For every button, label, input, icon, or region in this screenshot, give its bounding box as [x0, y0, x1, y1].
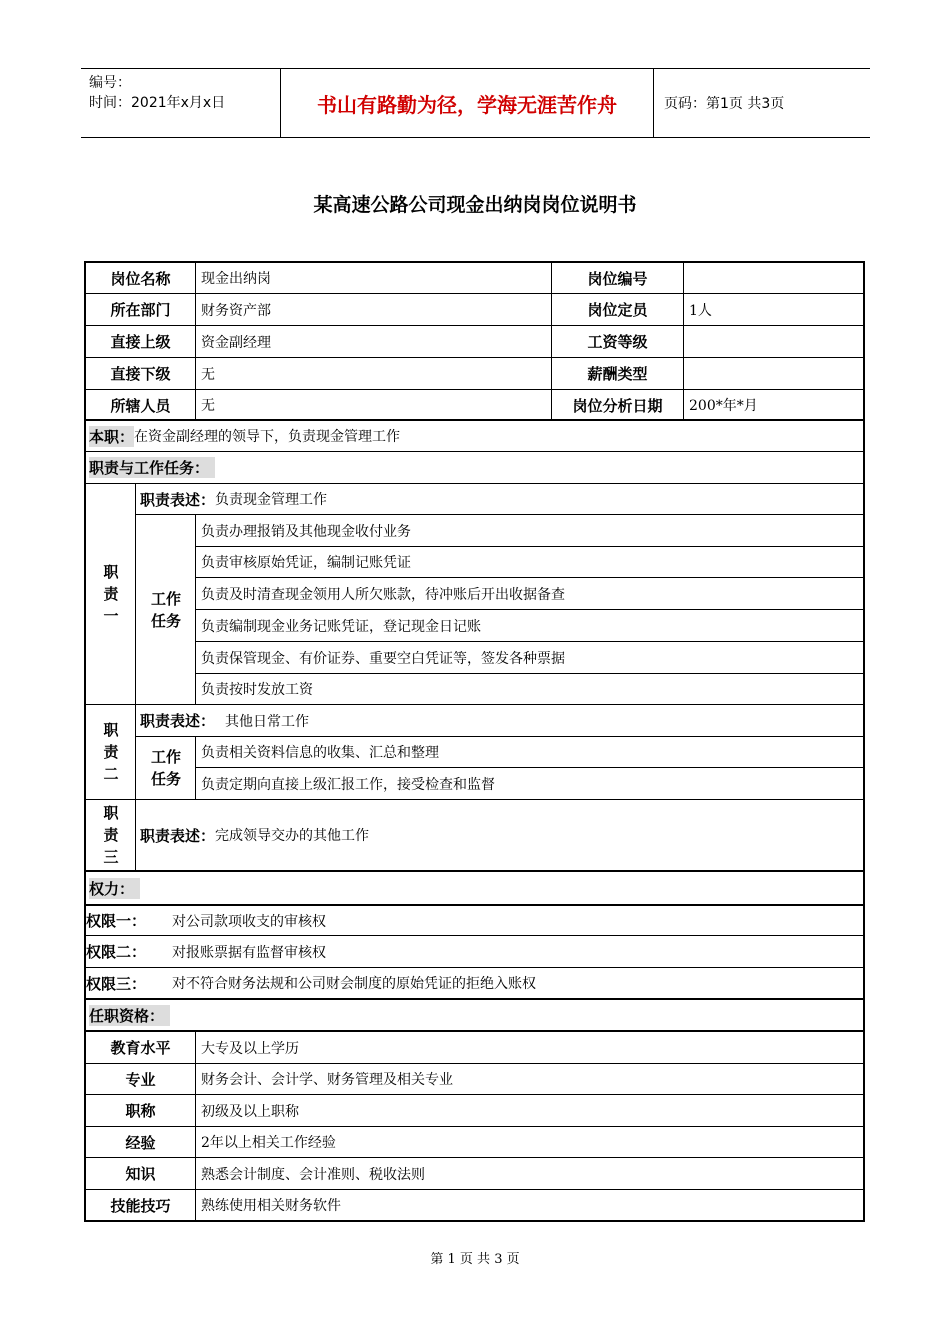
power-1-label: 权限一： [86, 912, 147, 930]
power-row-2 [86, 936, 863, 967]
number-label: 编号： [89, 75, 131, 91]
value-salary-grade [684, 326, 863, 357]
duty2-statement: 其他日常工作 [225, 713, 310, 730]
duty3-statement-row [137, 800, 863, 870]
duty1-statement-label: 职责表述： [140, 490, 216, 509]
power-3-text: 对不符合财务法规和公司财会制度的原始凭证的拒绝入账权 [172, 976, 536, 992]
powers-heading: 权力： [89, 878, 140, 899]
duties-heading: 职责与工作任务： [89, 457, 215, 478]
label-position-name: 岗位名称 [110, 269, 171, 288]
power-row-3 [86, 968, 863, 998]
label-salary-grade: 工资等级 [587, 333, 648, 351]
qual-4-label: 经验 [125, 1133, 156, 1152]
value-analysis-date: 200*年*月 [689, 398, 758, 414]
duty2-statement-label: 职责表述： [140, 712, 216, 730]
duty2-task-2: 负责定期向直接上级汇报工作，接受检查和监督 [201, 776, 495, 793]
duty1-task-6: 负责按时发放工资 [201, 682, 313, 698]
document-title: 某高速公路公司现金出纳岗岗位说明书 [313, 194, 637, 216]
value-position-name: 现金出纳岗 [201, 271, 271, 287]
duty2-task-1: 负责相关资料信息的收集、汇总和整理 [201, 745, 439, 761]
qual-3-label: 职称 [125, 1102, 156, 1120]
label-direct-superior: 直接上级 [110, 333, 171, 351]
label-position-code: 岗位编号 [587, 269, 648, 288]
duty3-statement-label: 职责表述： [140, 826, 216, 845]
qual-heading-row [86, 1000, 863, 1030]
duty1-statement-row [137, 484, 863, 514]
label-department: 所在部门 [110, 301, 171, 319]
qual-3-text: 初级及以上职称 [201, 1103, 299, 1120]
qual-5-text: 熟悉会计制度、会计准则、税收法则 [201, 1166, 425, 1183]
core-duty-text: 在资金副经理的领导下，负责现金管理工作 [134, 429, 401, 445]
value-direct-subordinate: 无 [201, 366, 215, 383]
qual-heading: 任职资格： [89, 1005, 170, 1026]
qual-1-text: 大专及以上学历 [201, 1040, 299, 1057]
duty2-task-label: 工作任务 [150, 748, 181, 788]
label-staff-managed: 所辖人员 [110, 396, 171, 415]
value-position-code [684, 263, 863, 293]
header-page-number: 页码：第1页 共3页 [664, 96, 785, 112]
qual-6-label: 技能技巧 [110, 1196, 171, 1215]
power-2-label: 权限二： [86, 943, 147, 961]
power-3-label: 权限三： [86, 974, 147, 993]
duty1-task-5: 负责保管现金、有价证券、重要空白凭证等，签发各种票据 [201, 650, 565, 667]
value-headcount: 1人 [689, 302, 712, 319]
power-2-text: 对报账票据有监督审核权 [172, 944, 326, 961]
qual-2-label: 专业 [125, 1070, 156, 1089]
duty2-label: 职责二 [103, 721, 119, 783]
duty1-task-label: 工作任务 [150, 589, 181, 630]
label-analysis-date: 岗位分析日期 [572, 396, 663, 415]
duty1-task-1: 负责办理报销及其他现金收付业务 [201, 523, 411, 540]
duty1-label: 职责一 [103, 563, 119, 625]
header-motto: 书山有路勤为径，学海无涯苦作舟 [281, 69, 654, 137]
time-label: 时间：2021年x月x日 [89, 95, 226, 111]
value-staff-managed: 无 [201, 398, 215, 414]
label-direct-subordinate: 直接下级 [110, 365, 171, 383]
powers-heading-row [86, 872, 863, 904]
duty1-task-2: 负责审核原始凭证，编制记账凭证 [201, 555, 411, 571]
page-footer: 第 1 页 共 3 页 [430, 1252, 520, 1267]
duty1-task-4: 负责编制现金业务记账凭证，登记现金日记账 [201, 618, 481, 635]
qual-4-text: 2年以上相关工作经验 [201, 1135, 336, 1151]
duty2-statement-row [137, 705, 863, 736]
duties-heading-row [86, 452, 863, 483]
qual-2-text: 财务会计、会计学、财务管理及相关专业 [201, 1072, 453, 1088]
label-headcount: 岗位定员 [587, 301, 648, 319]
duty1-task-3: 负责及时清查现金领用人所欠账款，待冲账后开出收据备查 [201, 586, 565, 603]
power-row-1 [86, 906, 863, 935]
qual-1-label: 教育水平 [110, 1039, 171, 1057]
power-1-text: 对公司款项收支的审核权 [172, 913, 326, 930]
label-pay-type: 薪酬类型 [587, 365, 648, 383]
qual-5-label: 知识 [125, 1165, 156, 1183]
core-duty-label: 本职： [89, 427, 135, 446]
value-direct-superior: 资金副经理 [201, 334, 271, 351]
core-duty-row [86, 421, 863, 451]
value-department: 财务资产部 [201, 302, 271, 319]
duty3-statement: 完成领导交办的其他工作 [215, 828, 370, 844]
duty3-label: 职责三 [103, 804, 119, 866]
duty1-statement: 负责现金管理工作 [215, 492, 328, 508]
value-pay-type [684, 358, 863, 389]
qual-6-text: 熟练使用相关财务软件 [201, 1198, 341, 1214]
